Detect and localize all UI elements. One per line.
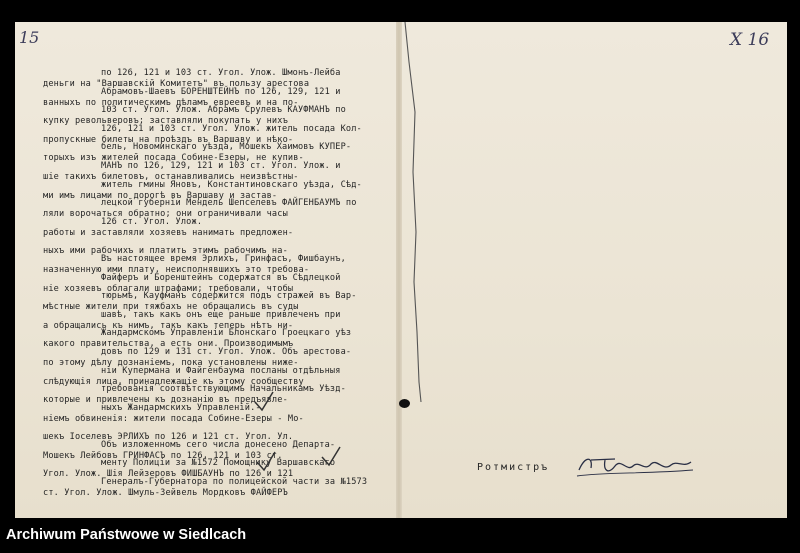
text-line: шавѣ, такъ какъ онъ еще раньше привлеченъ при [101,309,341,320]
text-line: Угол. Улож. Шія Лейзеровъ ФИШБАУНЪ по 126 и 121 [43,469,294,480]
signature-label: Ротмистръ [477,462,550,473]
text-line: шекъ Іоселевъ ЭРЛИХЪ по 126 и 121 ст. Угол. Ул. [43,432,294,443]
text-line: Мошекъ Лейбовъ ГРИНФАСЪ по 126, 121 и 103 ст. [43,450,283,461]
text-line [101,231,367,250]
text-line: житель гмины Яновъ, Константиновскаго уѣзда, Сѣд- [101,179,362,190]
text-line: торыхъ изъ жителей посада Собине-Езеры, не купив- [43,153,304,164]
text-line: менту Полиціи за №1572 Помощнику Варшавскаго [101,458,336,469]
text-line: ніемъ обвиненія: жители посада Собине-Езеры - Мо- [43,413,304,424]
pencil-check-mark [320,445,342,467]
archive-footer: Archiwum Państwowe w Siedlcach [6,527,247,543]
text-line: по 126, 121 и 103 ст. Угол. Улож. Шмонъ-Лейба [101,68,341,78]
text-line: купку револьверовъ; заставляли покупать у нихъ [43,116,288,127]
text-line: которые и привлечены къ дознанію въ предъявле- [43,395,288,406]
text-line: ніи Купермана и Файгенбаума посланы отдѣльныя [101,365,341,376]
text-line: назначенную ими плату, неисполнявшихъ это требова- [43,264,310,275]
text-line: Въ настоящее время Эрлихъ, Гринфасъ, Фишбаунъ, [101,253,346,264]
page-number-right: X 16 [730,30,770,50]
handwritten-signature [575,450,695,480]
text-line: тюрьмѣ, Кауфманъ содержится подъ стражей въ Вар- [101,291,357,302]
document-scan [15,22,787,518]
text-line: по этому дѣлу дознаніемъ, пока установлены ниже- [43,357,299,368]
text-line: бель, Новоминскаго уѣзда, Мошекъ Хаимовъ КУПЕР- [101,142,352,153]
text-line: мѣстные жители при тяжбахъ не обращались въ суды [43,302,299,313]
text-line: 103 ст. Угол. Улож. Абрамъ Срулевъ КАУФМАНЪ по [101,105,346,116]
text-line: Жандармскомъ Управленіи Блонскаго Гроецкаго уѣз [101,328,352,339]
text-line: ми имъ лицами по дорогѣ въ Варшаву и застав- [43,190,278,201]
text-line: слѣдующія лица, принадлежащіе къ этому сообществу [43,376,304,387]
right-text-column [101,64,367,492]
text-line: ванныхъ по политическимъ дѣламъ евреевъ и на по- [43,97,299,108]
text-line: какого правительства, а есть они. Производимымъ [43,339,294,350]
text-line: деньги на "Варшавскій Комитетъ" въ пользу арестова [43,79,310,89]
text-line: ныхъ ими рабочихъ и платить этимъ рабочимъ на- [43,246,288,257]
text-line: требованія соотвѣтствующимъ Начальникамъ Уѣзд- [101,384,346,395]
right-page [401,22,787,518]
text-line: пропускные билеты на проѣздъ въ Варшаву и нѣко- [43,134,294,145]
text-line: ніе хозяевъ облагали штрафами; требовали, чтобы [43,283,294,294]
text-line [101,417,367,436]
text-line: Абрамовъ-Шаевъ БОРЕНШТЕЙНЪ по 126, 129, 121 и [101,86,341,97]
text-line: работы и заставляли хозяевъ нанимать предложен- [43,227,294,238]
text-line: ст. Угол. Улож. Шмуль-Зейвель Мордковъ ФАЙФЕРЪ [43,488,288,499]
page-number-left: 15 [19,28,40,47]
text-line: лецкой губерніи Мендель Шепселевъ ФАЙГЕНБАУМЪ по [101,198,357,209]
text-line: 126, 121 и 103 ст. Угол. Улож. житель посада Кол- [101,123,362,134]
text-line: Объ изложенномъ сего числа донесено Департа- [101,439,336,450]
text-line: ляли ворочаться обратно; они ограничивали часы [43,209,288,220]
text-line: 126 ст. Угол. Улож. [101,216,203,227]
binding-hole [399,399,410,408]
pencil-check-mark [255,450,277,472]
text-line: шіе такихъ билетовъ, останавливались неизвѣстны- [43,171,299,182]
text-line: довъ по 129 и 131 ст. Угол. Улож. Объ арестова- [101,346,352,357]
text-line: МАНЪ по 126, 129, 121 и 103 ст. Угол. Улож. и [101,160,341,171]
text-line: а обращались къ нимъ, такъ какъ теперь нѣтъ ни- [43,320,294,331]
pencil-check-mark [253,390,275,412]
text-line: Файферъ и Боренштейнъ содержатся въ Сѣдлецкой [101,272,341,283]
text-line: ныхъ Жандармскихъ Управленій.- [101,402,261,413]
text-line: Генералъ-Губернатора по полицейской части за №1573 [101,477,368,488]
pencil-line-mark [395,22,435,442]
